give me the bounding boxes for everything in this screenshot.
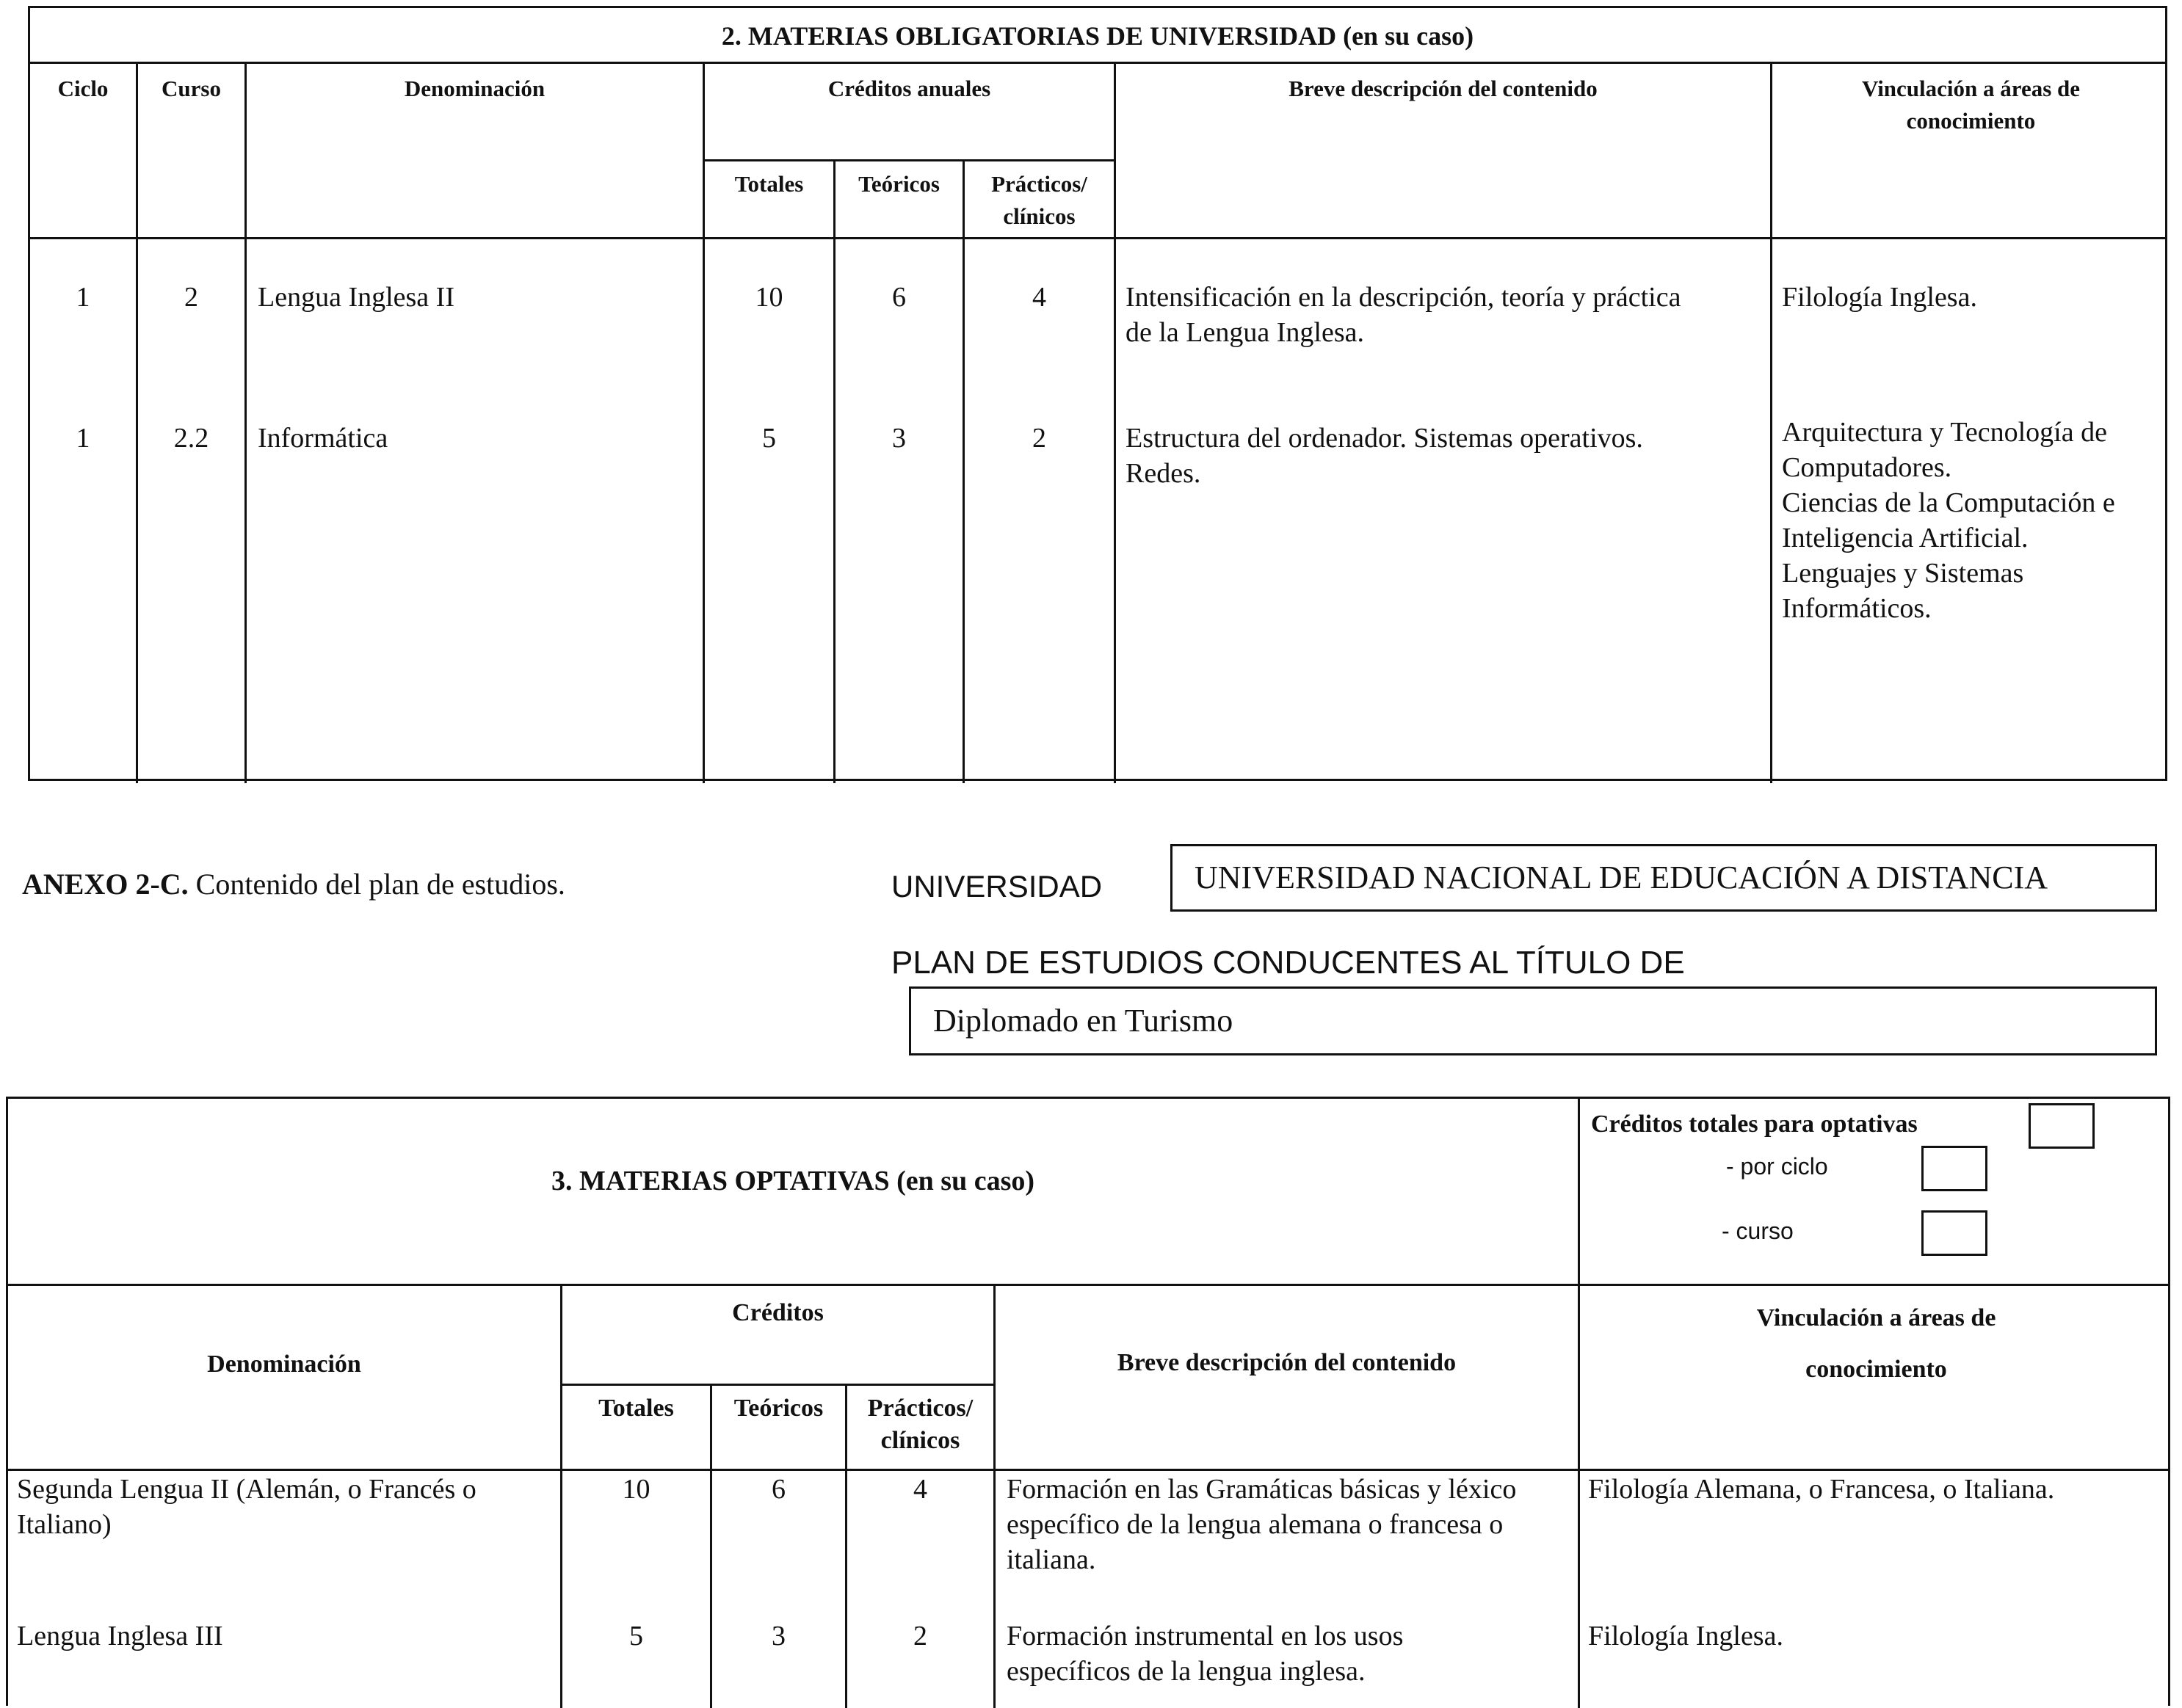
col-header-totales: Totales xyxy=(598,1395,674,1422)
cell-practicos: 4 xyxy=(1032,282,1046,313)
universidad-field: UNIVERSIDAD NACIONAL DE EDUCACIÓN A DISTANCIA xyxy=(1170,844,2157,912)
cell-ciclo: 1 xyxy=(76,282,90,313)
cell-curso: 2.2 xyxy=(173,423,209,454)
plan-label: PLAN DE ESTUDIOS CONDUCENTES AL TÍTULO DE xyxy=(891,945,1685,981)
cell-denominacion: Lengua Inglesa III xyxy=(17,1621,223,1651)
cell-denominacion: Lengua Inglesa II xyxy=(258,282,454,313)
cell-denominacion: Segunda Lengua II (Alemán, o Francés o Italiano) xyxy=(17,1474,476,1540)
cell-descripcion: Estructura del ordenador. Sistemas operativos. Redes. xyxy=(1126,423,1643,489)
col-header-denominacion: Denominación xyxy=(404,76,546,101)
curso-box xyxy=(1921,1210,1987,1256)
col-header-teoricos: Teóricos xyxy=(858,171,940,197)
universidad-label: UNIVERSIDAD xyxy=(891,869,1103,904)
col-header-ciclo: Ciclo xyxy=(57,76,109,101)
col-header-vinculacion: Vinculación a áreas de conocimiento xyxy=(1756,1304,1996,1383)
col-header-creditos-anuales: Créditos anuales xyxy=(827,76,991,101)
annex-label: ANEXO 2-C. xyxy=(22,868,189,901)
annex-description: Contenido del plan de estudios. xyxy=(188,868,565,901)
cell-totales: 5 xyxy=(629,1621,643,1651)
creditos-totales-box xyxy=(2029,1103,2095,1149)
curso-label: - curso xyxy=(1722,1218,1794,1244)
materias-optativas-table xyxy=(6,1097,2170,1706)
cell-ciclo: 1 xyxy=(76,423,90,454)
cell-practicos: 4 xyxy=(913,1474,927,1505)
col-header-curso: Curso xyxy=(162,76,221,101)
col-header-vinculacion: Vinculación a áreas de conocimiento xyxy=(1861,76,2081,134)
cell-teoricos: 6 xyxy=(892,282,906,313)
cell-descripcion: Intensificación en la descripción, teoría y práctica de la Lengua Inglesa. xyxy=(1126,282,1681,348)
cell-totales: 10 xyxy=(755,282,783,313)
col-header-denominacion: Denominación xyxy=(207,1351,361,1378)
cell-practicos: 2 xyxy=(1032,423,1046,454)
cell-teoricos: 6 xyxy=(772,1474,786,1505)
annex-heading xyxy=(22,866,565,903)
por-ciclo-label: - por ciclo xyxy=(1726,1153,1828,1180)
col-header-totales: Totales xyxy=(734,171,804,197)
table-title: 3. MATERIAS OPTATIVAS (en su caso) xyxy=(551,1166,1035,1196)
cell-denominacion: Informática xyxy=(258,423,388,454)
col-header-descripcion: Breve descripción del contenido xyxy=(1288,76,1598,101)
cell-descripcion: Formación en las Gramáticas básicas y léxico específico de la lengua alemana o francesa o italiana. xyxy=(1007,1474,1517,1575)
cell-vinculacion: Filología Inglesa. xyxy=(1782,282,1977,313)
col-header-teoricos: Teóricos xyxy=(733,1395,824,1422)
materias-obligatorias-table xyxy=(28,6,2167,781)
cell-vinculacion: Filología Inglesa. xyxy=(1588,1621,1783,1651)
cell-vinculacion: Arquitectura y Tecnología de Computadores. Ciencias de la Computación e Inteligencia Artificial. Lenguajes y Sistemas Informáticos. xyxy=(1782,417,2115,624)
cell-teoricos: 3 xyxy=(892,423,906,454)
creditos-totales-label: Créditos totales para optativas xyxy=(1591,1111,1918,1138)
cell-totales: 5 xyxy=(762,423,776,454)
cell-totales: 10 xyxy=(622,1474,650,1505)
col-header-practicos: Prácticos/ clínicos xyxy=(991,171,1087,229)
cell-vinculacion: Filología Alemana, o Francesa, o Italiana. xyxy=(1588,1474,2055,1505)
titulo-field: Diplomado en Turismo xyxy=(909,986,2157,1055)
cell-curso: 2 xyxy=(184,282,198,313)
cell-descripcion: Formación instrumental en los usos específicos de la lengua inglesa. xyxy=(1007,1621,1404,1687)
por-ciclo-box xyxy=(1921,1146,1987,1191)
col-header-descripcion: Breve descripción del contenido xyxy=(1117,1349,1457,1376)
cell-teoricos: 3 xyxy=(772,1621,786,1651)
col-header-practicos: Prácticos/ clínicos xyxy=(867,1395,974,1454)
col-header-creditos: Créditos xyxy=(732,1299,824,1326)
table-title: 2. MATERIAS OBLIGATORIAS DE UNIVERSIDAD (en su caso) xyxy=(30,8,2165,64)
cell-practicos: 2 xyxy=(913,1621,927,1651)
